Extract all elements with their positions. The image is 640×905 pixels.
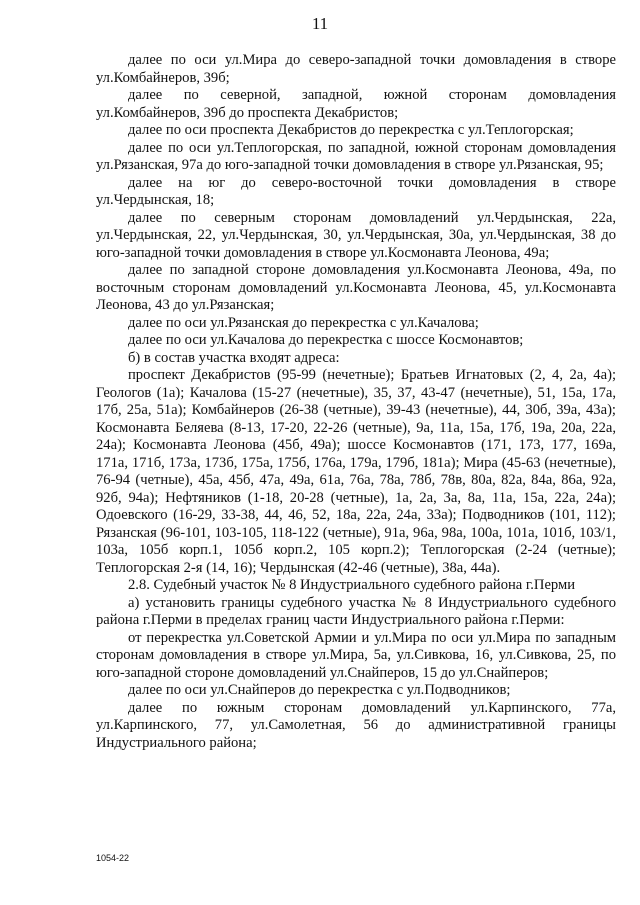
footer-document-code: 1054-22: [96, 853, 130, 863]
paragraph: далее по западной стороне домовладения ул.Космонавта Леонова, 49а, по восточным сторонам домовладений ул.Космонавта Леонова, 45, ул.Космонавта Леонова, 43 до ул.Рязанская;: [96, 262, 616, 313]
paragraph: далее по оси ул.Мира до северо-западной точки домовладения в створе ул.Комбайнеров, 39б;: [96, 52, 616, 86]
paragraph: далее по оси ул.Снайперов до перекрестка с ул.Подводников;: [128, 682, 511, 698]
paragraph: далее по оси ул.Рязанская до перекрестка с ул.Качалова;: [128, 314, 479, 331]
paragraph: далее по южным сторонам домовладений ул.Карпинского, 77а, ул.Карпинского, 77, ул.Самолетная, 56 до административной границы Индустриального района;: [96, 699, 616, 751]
paragraph: от перекрестка ул.Советской Армии и ул.Мира по оси ул.Мира по западным сторонам домовладения в створе ул.Мира, 5а, ул.Сивкова, 16, ул.Сивкова, 25, по юго-западной стороне домовладений ул.Снайперов, 15 до ул.Снайперов;: [96, 629, 616, 681]
page-number: 11: [311, 14, 329, 33]
paragraph: далее по северной, западной, южной сторонам домовладения ул.Комбайнеров, 39б до проспекта Декабристов;: [96, 87, 616, 121]
paragraph: б) в состав участка входят адреса:: [128, 349, 340, 366]
paragraph: а) установить границы судебного участка № 8 Индустриального судебного района г.Перми в пределах границ части Индустриального района г.Перми:: [96, 594, 616, 628]
paragraph: далее на юг до северо-восточной точки домовладения в створе ул.Чердынская, 18;: [96, 174, 616, 208]
paragraph: далее по северным сторонам домовладений ул.Чердынская, 22а, ул.Чердынская, 22, ул.Чердынская, 30, ул.Чердынская, 30а, ул.Чердынская, 38 до юго-западной точки домовладения в створе ул.Космонавта Леонова, 49а;: [96, 209, 616, 261]
paragraph: далее по оси ул.Качалова до перекрестка с шоссе Космонавтов;: [128, 332, 524, 348]
address-list-paragraph: проспект Декабристов (95-99 (нечетные); Братьев Игнатовых (2, 4, 2а, 4а); Геологов (1а); Качалова (15-27 (нечетные), 35, 37, 43-47 (нечетные), 51, 15а, 17а, 17б, 25а, 51а); Комбайнеров (26-38 (четные), 39-43 (нечетные), 44, 30б, 39а, 43а); Космонавта Беляева (8-13, 17-20, 22-26 (четные), 9а, 11а, 15а, 17б, 19а, 20а, 22а, 24а); Космонавта Леонова (45б, 49а); шоссе Космонавтов (171, 173, 177, 169а, 171а, 171б, 173а, 173б, 175а, 175б, 176а, 179а, 179б, 181а); Мира (45-63 (нечетные), 76-94 (четные), 45а, 45б, 47а, 49а, 61а, 76а, 78а, 78б, 78в, 80а, 82а, 84а, 86а, 92а, 92б, 94а); Нефтяников (1-18, 20-28 (четные), 1а, 2а, 3а, 8а, 11а, 15а, 22а, 24а); Одоевского (16-29, 33-38, 44, 46, 52, 18а, 22а, 24а, 33а); Подводников (101, 112); Рязанская (96-101, 103-105, 118-122 (четные), 91а, 96а, 98а, 100а, 101а, 101б, 103/1, 103а, 105б корп.1, 105б корп.2, 105 корп.2); Теплогорская (2-24 (четные); Теплогорская 2-я (14, 16); Чердынская (42-46 (четные), 38а, 44а).: [96, 367, 616, 576]
document-body: [96, 52, 616, 752]
paragraph: далее по оси ул.Теплогорская, по западной, южной сторонам домовладения ул.Рязанская, 97а до юго-западной точки домовладения в створе ул.Рязанская, 95;: [96, 139, 616, 173]
paragraph: далее по оси проспекта Декабристов до перекрестка с ул.Теплогорская;: [128, 122, 574, 138]
section-heading: 2.8. Судебный участок № 8 Индустриального судебного района г.Перми: [128, 577, 576, 593]
